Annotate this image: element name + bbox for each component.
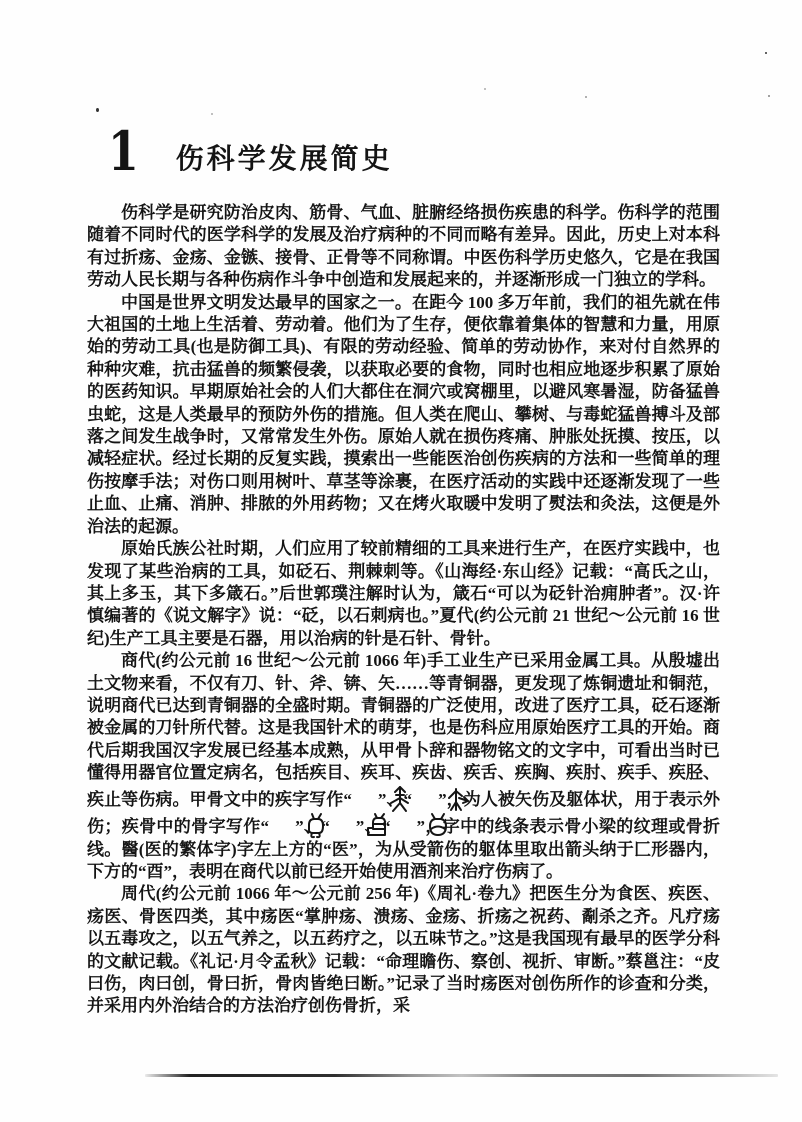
shang-text-run: ”、“ (377, 789, 413, 809)
body-text (87, 202, 720, 1018)
scan-speck (768, 95, 770, 97)
paragraph-prehistoric-origins: 中国是世界文明发达最早的国家之一。在距今 100 多万年前，我们的祖先就在伟大祖国的土地上生活着、劳动着。他们为了生存，便依靠着集体的智慧和力量，用原始的劳动工具(也是防御工具)、有限的劳动经验、简单的劳动协作，来对付自然界的种种灾难，抗击猛兽的频繁侵袭，以获取必要的食物，同时也相应地逐步积累了原始的医药知识。早期原始社会的人们大都住在洞穴或窝棚里，以避风寒暑湿，防备猛兽虫蛇，这是人类最早的预防外伤的措施。但人类在爬山、攀树、与毒蛇猛兽搏斗及部落之间发生战争时，又常常发生外伤。原始人就在损伤疼痛、肿胀处抚摸、按压，以减轻症状。经过长期的反复实践，摸索出一些能医治创伤疾病的方法和一些简单的理伤按摩手法；对伤口则用树叶、草茎等涂裹，在医疗活动的实践中还逐渐发现了一些止血、止痛、消肿、排脓的外用药物；又在烤火取暖中发明了熨法和灸法，这便是外治法的起源。 (87, 292, 720, 536)
shang-text-run: ”、“ (355, 816, 391, 836)
oracle-gu-bone-variant-1-icon (270, 812, 294, 839)
oracle-gu-bone-variant-3-icon (392, 812, 416, 839)
scan-artifact-line (145, 1074, 778, 1077)
oracle-gu-bone-variant-2-icon (331, 812, 355, 839)
oracle-ji-person-arrow-in-side-icon (413, 785, 437, 812)
oracle-ji-arrow-over-person-icon (353, 785, 377, 812)
scan-speck (765, 52, 767, 54)
scan-speck (211, 113, 213, 115)
paragraph-zhou-dynasty: 周代(约公元前 1066 年～公元前 256 年)《周礼·卷九》把医生分为食医、疾医、疡医、骨医四类，其中疡医“掌肿疡、溃疡、金疡、折疡之祝药、劀杀之齐。凡疗疡以五毒攻之，以五气养之，以五药疗之，以五味节之。”这是我国现有最早的医学分科的文献记载。《礼记·月令孟秋》记载：“命理瞻伤、察创、视折、审断。”蔡邕注：“皮曰伤，肉曰创，骨曰折，骨肉皆绝曰断。”记录了当时疡医对创伤所作的诊查和分类，并采用内外治结合的方法治疗创伤骨折，采 (87, 884, 720, 1016)
scan-speck (484, 88, 486, 90)
chapter-title: 伤科学发展简史 (175, 143, 393, 174)
shang-text-run: ”，字中的线条表示骨小梁的纹理或骨折线。醫(医的繁体字)字左上方的“医”，为从受箭伤的躯体里取出箭头纳于匚形器内，下方的“酉”，表明在商代以前已经开始使用酒剂来治疗伤病了。 (87, 816, 721, 881)
paragraph-shang-dynasty (87, 650, 720, 883)
chapter-number: 1 (108, 119, 139, 183)
shang-text-run: ”、“ (295, 816, 330, 836)
shang-text-run: ”，为人被矢伤及躯体状，用于表示外伤；疾骨中的骨字写作“ (87, 789, 721, 836)
scan-speck (585, 96, 587, 98)
shang-text-run: 商代(约公元前 16 世纪～公元前 1066 年)手工业生产已采用金属工具。从殷墟出土文物来看，不仅有刀、针、斧、锛、矢……等青铜器，更发现了炼铜遗址和铜范，说明商代已达到青铜器的全盛时期。青铜器的广泛使用，改进了医疗工具，砭石逐渐被金属的刀针所代替。这是我国针术的萌芽，也是伤科应用原始医疗工具的开始。商代后期我国汉字发展已经基本成熟，从甲骨卜辞和器物铭文的文字中，可看出当时已懂得用器官位置定病名，包括疾目、疾耳、疾齿、疾舌、疾胸、疾肘、疾手、疾胫、疾止等伤病。甲骨文中的疾字写作“ (87, 651, 720, 809)
paragraph-overview: 伤科学是研究防治皮肉、筋骨、气血、脏腑经络损伤疾患的科学。伤科学的范围随着不同时代的医学科学的发展及治疗病种的不同而略有差异。因此，历史上对本科有过折疡、金疡、金镞、接骨、正骨等不同称谓。中医伤科学历史悠久，它是在我国劳动人民长期与各种伤病作斗争中创造和发展起来的，并逐渐形成一门独立的学科。 (87, 203, 720, 290)
chapter-heading (108, 119, 393, 183)
scan-speck (96, 108, 99, 112)
paragraph-clan-commune-period: 原始氏族公社时期，人们应用了较前精细的工具来进行生产，在医疗实践中，也发现了某些治病的工具，如砭石、荆棘刺等。《山海经·东山经》记载：“高氏之山，其上多玉，其下多箴石。”后世郭璞注解时认为，箴石“可以为砭针治痈肿者”。汉·许慎编著的《说文解字》说：“砭，以石刺病也。”夏代(约公元前 21 世纪～公元前 16 世纪)生产工具主要是石器，用以治病的针是石针、骨针。 (87, 539, 720, 648)
